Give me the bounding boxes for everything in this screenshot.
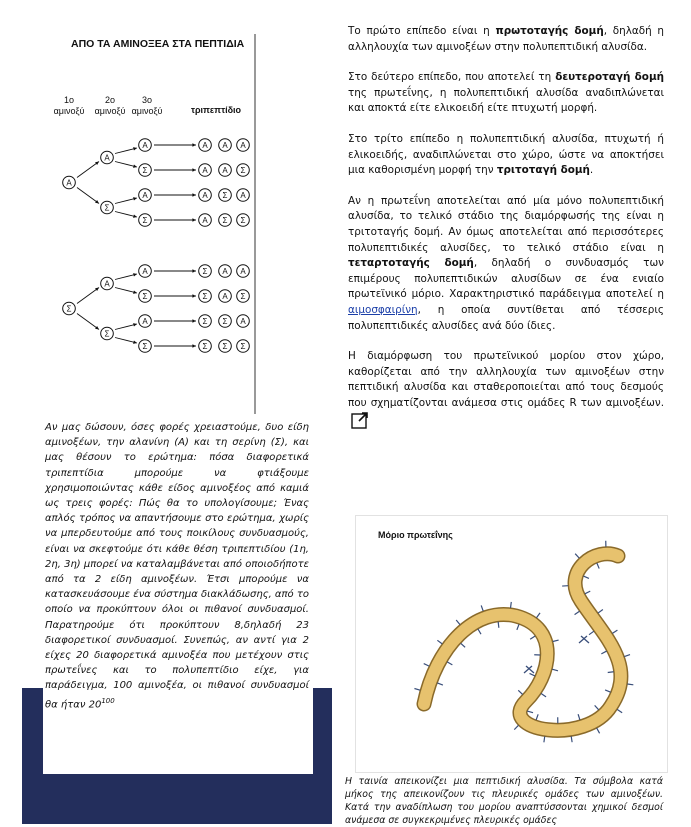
svg-text:Α: Α — [202, 166, 208, 175]
svg-text:Σ: Σ — [223, 216, 228, 225]
side-group-mark — [511, 602, 512, 608]
svg-text:Σ: Σ — [223, 317, 228, 326]
side-group-mark — [529, 673, 534, 676]
branch-arrow-3-0 — [115, 147, 137, 153]
side-group-mark — [461, 643, 465, 647]
side-group-mark — [536, 613, 540, 618]
tripeptide-0-pos1 — [199, 139, 212, 152]
side-group-mark — [541, 694, 546, 697]
tripeptide-4-pos2 — [219, 265, 232, 278]
side-group-mark — [514, 725, 518, 729]
branch-arrow-3-1 — [115, 162, 137, 168]
result-arrow-0 — [154, 143, 196, 146]
svg-text:Σ: Σ — [67, 305, 72, 314]
protein-molecule-figure — [355, 515, 668, 773]
tripeptide-6-pos2 — [219, 315, 232, 328]
col3-number: 3ο — [142, 95, 152, 105]
result-arrow-6 — [154, 319, 196, 322]
svg-text:Σ: Σ — [203, 342, 208, 351]
side-group-mark — [575, 611, 580, 614]
svg-text:Σ: Σ — [203, 292, 208, 301]
svg-text:Σ: Σ — [223, 191, 228, 200]
svg-text:Α: Α — [240, 317, 246, 326]
branch-arrow-3-4 — [115, 273, 137, 279]
side-group-mark — [627, 684, 633, 685]
svg-text:Α: Α — [142, 267, 148, 276]
side-group-mark — [437, 683, 443, 685]
svg-text:Σ: Σ — [143, 342, 148, 351]
tripeptide-7-pos2 — [219, 340, 232, 353]
svg-text:Α: Α — [104, 280, 110, 289]
result-arrow-4 — [154, 269, 196, 272]
p4-text-d: , η οποία συντίθεται από τέσσερις πολυπεπτιδικές αλυσίδες ανά δύο ίδιες. — [348, 304, 664, 332]
svg-text:Α: Α — [222, 292, 228, 301]
svg-text:Σ: Σ — [143, 292, 148, 301]
tripeptide-0-pos2 — [219, 139, 232, 152]
quaternary-structure-term: τεταρτοταγής δομή — [348, 257, 474, 269]
svg-text:Α: Α — [240, 141, 246, 150]
tripeptide-2-pos2 — [219, 189, 232, 202]
svg-text:Σ: Σ — [241, 292, 246, 301]
side-group-mark — [608, 672, 614, 673]
external-link-icon[interactable] — [351, 411, 369, 435]
svg-text:Σ: Σ — [143, 166, 148, 175]
tripeptide-6-pos1 — [199, 315, 212, 328]
col1-number: 1ο — [64, 95, 74, 105]
result-arrow-7 — [154, 344, 196, 347]
tree-figure-card — [43, 24, 313, 774]
tripeptide-4-pos1 — [199, 265, 212, 278]
p4-text-a: Αν η πρωτεΐνη αποτελείται από μία μόνο πολυπεπτιδική αλυσίδα, το τελικό στάδιο της διαμόρφωσής της είναι η τριτοταγής δομή. Αν όμως αποτελείται από περισσότερες πολυπεπτιδικές αλυσίδες, το τελικό στάδιο είναι η — [348, 195, 664, 254]
svg-text:Σ: Σ — [203, 317, 208, 326]
tripeptide-1-pos1 — [199, 164, 212, 177]
branch-arrow-2-3 — [77, 314, 99, 330]
tripeptide-3-pos3 — [237, 214, 250, 227]
p1-text-c: , δηλαδή η αλληλουχία των αμινοξέων στην πολυπεπτιδική αλυσίδα. — [348, 25, 664, 53]
svg-text:Α: Α — [142, 141, 148, 150]
tertiary-structure-paragraph — [348, 132, 664, 179]
tripeptide-0-pos3 — [237, 139, 250, 152]
svg-text:Α: Α — [222, 267, 228, 276]
conformation-paragraph — [348, 349, 664, 435]
node-aa3-1 — [139, 164, 152, 177]
combinations-caption-text: Αν μας δώσουν, όσες φορές χρειαστούμε, δυο είδη αμινοξέων, την αλανίνη (Α) και τη σερίνη (Σ), και μας θέσουν το ερώτημα: πόσα διαφορετικά τριπεπτίδια μπορούμε να φτιάξουμε χρησιμοποιώντας κάθε είδος αμινοξέος από καμιά ως τρεις φορές: Πώς θα το υπολογίσουμε; Ένας απλός τρόπος να απαντήσουμε στο ερώτημα, χωρίς να μπερδευτούμε από τους ποικίλους συνδυασμούς, είναι να σκεφτούμε ότι κάθε θέση τριπεπτιδίου (1η, 2η, 3η) μπορεί να καταλαμβάνεται από οποιοδήποτε από τα 2 είδη αμινοξέων. Έτσι μπορούμε να κατασκευάσουμε ένα σύστημα διακλάδωσης, από το οποίο να προκύπτουν όλοι οι πιθανοί συνδυασμοί. Παρατηρούμε ότι προκύπτουν 8,δηλαδή 23 διαφορετικοί συνδυασμοί. Συνεπώς, αν αντί για 2 είχες 20 διαφορετικά αμινοξέα που μετέχουν στις πρωτεΐνες και το πολυπεπτίδιο είχε, για παράδειγμα, 100 αμινοξέα, οι πιθανοί συνδυασμοί θα ήταν 20 — [45, 422, 309, 710]
side-group-mark — [624, 655, 630, 657]
tripeptide-7-pos1 — [199, 340, 212, 353]
svg-text:Σ: Σ — [241, 342, 246, 351]
node-aa3-5 — [139, 290, 152, 303]
side-group-mark — [424, 664, 429, 667]
branch-arrow-3-7 — [115, 338, 137, 344]
tripeptide-4-pos3 — [237, 265, 250, 278]
tripeptide-3-pos1 — [199, 214, 212, 227]
svg-text:Α: Α — [142, 191, 148, 200]
branch-arrow-2-2 — [77, 288, 99, 304]
result-arrow-3 — [154, 218, 196, 221]
svg-text:Α: Α — [222, 166, 228, 175]
p3-text-c: . — [590, 164, 593, 176]
node-aa2-0 — [101, 151, 114, 164]
svg-text:Α: Α — [104, 154, 110, 163]
side-group-mark — [517, 624, 519, 630]
protein-figure-title: Μόριο πρωτεΐνης — [378, 530, 453, 540]
col1-label: αμινοξύ — [54, 106, 85, 116]
side-group-mark — [553, 640, 559, 641]
side-group-mark — [437, 640, 442, 644]
side-group-mark — [595, 705, 599, 709]
tripeptide-6-pos3 — [237, 315, 250, 328]
tertiary-structure-term: τριτοταγή δομή — [497, 164, 590, 176]
node-aa3-4 — [139, 265, 152, 278]
p5-text: Η διαμόρφωση του πρωτεϊνικού μορίου στον χώρο, καθορίζεται από την αλληλουχία των αμινοξέων στην πεπτιδική αλυσίδα και σταθεροποιείται από τους δεσμούς που σχηματίζονται ανάμεσα στις ομάδες R των αμινοξέων. — [348, 350, 664, 409]
side-group-mark — [456, 620, 460, 625]
svg-text:Σ: Σ — [105, 204, 110, 213]
tripeptide-2-pos1 — [199, 189, 212, 202]
p2-text-c: της πρωτεΐνης, η πολυπεπτιδική αλυσίδα αναδιπλώνεται και αποκτά είτε ελικοειδή είτε πτυχωτή μορφή. — [348, 87, 664, 115]
result-arrow-2 — [154, 193, 196, 196]
node-aa2-1 — [101, 201, 114, 214]
branch-arrow-2-1 — [77, 188, 99, 204]
p2-text-a: Στο δεύτερο επίπεδο, που αποτελεί τη — [348, 71, 555, 83]
tripeptide-7-pos3 — [237, 340, 250, 353]
tree-nodes — [63, 139, 250, 353]
tripeptide-2-pos3 — [237, 189, 250, 202]
branch-arrow-2-0 — [77, 162, 99, 178]
side-group-mark — [585, 591, 590, 594]
svg-text:Σ: Σ — [241, 216, 246, 225]
combinations-caption — [45, 420, 309, 712]
svg-text:Α: Α — [222, 141, 228, 150]
p1-text-a: Το πρώτο επίπεδο είναι η — [348, 25, 495, 37]
ribbon-body — [424, 554, 621, 731]
col2-label: αμινοξύ — [95, 106, 126, 116]
tripeptide-1-pos2 — [219, 164, 232, 177]
p4-text-c: , δηλαδή ο συνδυασμός των επιμέρους πολυπεπτιδικών αλυσίδων σε ένα ενιαίο πρωτεϊνικό μόριο. Χαρακτηριστικό παράδειγμα αποτελεί η — [348, 257, 664, 300]
secondary-structure-term: δευτεροταγή δομή — [555, 71, 664, 83]
tripeptide-5-pos3 — [237, 290, 250, 303]
node-aa3-2 — [139, 189, 152, 202]
side-group-mark — [583, 576, 588, 578]
side-group-mark — [536, 714, 538, 720]
quaternary-structure-paragraph — [348, 194, 664, 334]
protein-figure-caption: Η ταινία απεικονίζει μια πεπτιδική αλυσίδα. Τα σύμβολα κατά μήκος της απεικονίζουν τις πλευρικές ομάδες των αμινοξέων. Κατά την αναδίπλωση του μορίου αναπτύσσονται χημικοί δεσμοί ανάμεσα σε συγκεκριμένες πλευρικές ομάδες — [345, 775, 663, 827]
side-group-mark — [575, 554, 579, 558]
node-aa3-6 — [139, 315, 152, 328]
branch-arrow-3-5 — [115, 288, 137, 294]
col3-label: αμινοξύ — [132, 106, 163, 116]
tripeptide-1-pos3 — [237, 164, 250, 177]
side-group-mark — [598, 610, 603, 614]
side-group-mark — [617, 709, 622, 712]
svg-text:Α: Α — [202, 216, 208, 225]
result-arrow-5 — [154, 294, 196, 297]
side-group-mark — [589, 631, 594, 634]
side-group-mark — [481, 605, 483, 611]
side-group-mark — [578, 714, 580, 720]
node-aa3-0 — [139, 139, 152, 152]
side-group-mark — [601, 651, 606, 654]
node-aa1-alanine — [63, 176, 76, 189]
side-group-mark — [571, 736, 572, 742]
side-group-mark — [552, 669, 558, 671]
tripeptide-5-pos2 — [219, 290, 232, 303]
side-group-mark — [597, 563, 599, 569]
tripeptide-3-pos2 — [219, 214, 232, 227]
bond-mark-a — [524, 666, 534, 673]
svg-text:Α: Α — [240, 267, 246, 276]
col2-number: 2ο — [105, 95, 115, 105]
side-group-mark — [612, 630, 617, 633]
svg-text:Σ: Σ — [143, 216, 148, 225]
side-group-mark — [518, 690, 522, 694]
svg-text:Α: Α — [66, 179, 72, 188]
svg-text:Α: Α — [240, 191, 246, 200]
tripeptide-label: τριπεπτίδιο — [191, 105, 242, 115]
svg-text:Σ: Σ — [203, 267, 208, 276]
secondary-structure-paragraph — [348, 70, 664, 117]
node-aa1-serine — [63, 302, 76, 315]
bond-mark-b — [579, 636, 589, 643]
caption-exponent: 100 — [101, 697, 114, 705]
hemoglobin-link[interactable]: αιμοσφαιρίνη — [348, 304, 418, 316]
side-group-mark — [530, 636, 535, 639]
side-group-mark — [597, 728, 600, 733]
node-aa3-7 — [139, 340, 152, 353]
side-group-mark — [478, 629, 481, 634]
primary-structure-paragraph — [348, 24, 664, 55]
side-group-mark — [605, 690, 611, 692]
svg-text:Σ: Σ — [241, 166, 246, 175]
branch-arrow-3-2 — [115, 197, 137, 203]
p3-text-a: Στο τρίτο επίπεδο η πολυπεπτιδική αλυσίδα, πτυχωτή ή ελικοειδής, αναδιπλώνεται στο χώρο, ώστε να αποκτήσει μια καθορισμένη μορφή την — [348, 133, 664, 176]
svg-text:Α: Α — [202, 141, 208, 150]
node-aa3-3 — [139, 214, 152, 227]
side-group-mark — [498, 622, 499, 628]
tree-arrows — [77, 143, 196, 347]
protein-ribbon-illustration — [356, 516, 667, 772]
branch-arrow-3-3 — [115, 212, 137, 218]
node-aa2-3 — [101, 327, 114, 340]
svg-text:Σ: Σ — [223, 342, 228, 351]
svg-text:Α: Α — [202, 191, 208, 200]
side-group-mark — [447, 662, 452, 665]
protein-structure-text — [348, 24, 664, 450]
side-group-mark — [414, 688, 420, 690]
primary-structure-term: πρωτοταγής δομή — [495, 25, 603, 37]
svg-text:Σ: Σ — [105, 330, 110, 339]
side-group-mark — [527, 711, 533, 713]
tripeptide-5-pos1 — [199, 290, 212, 303]
tree-title: ΑΠΟ ΤΑ ΑΜΙΝΟΞΕΑ ΣΤΑ ΠΕΠΤΙΔΙΑ — [71, 38, 245, 50]
side-group-mark — [544, 736, 545, 742]
amino-acid-tree-diagram — [43, 24, 313, 419]
result-arrow-1 — [154, 168, 196, 171]
svg-text:Α: Α — [142, 317, 148, 326]
branch-arrow-3-6 — [115, 323, 137, 329]
node-aa2-2 — [101, 277, 114, 290]
